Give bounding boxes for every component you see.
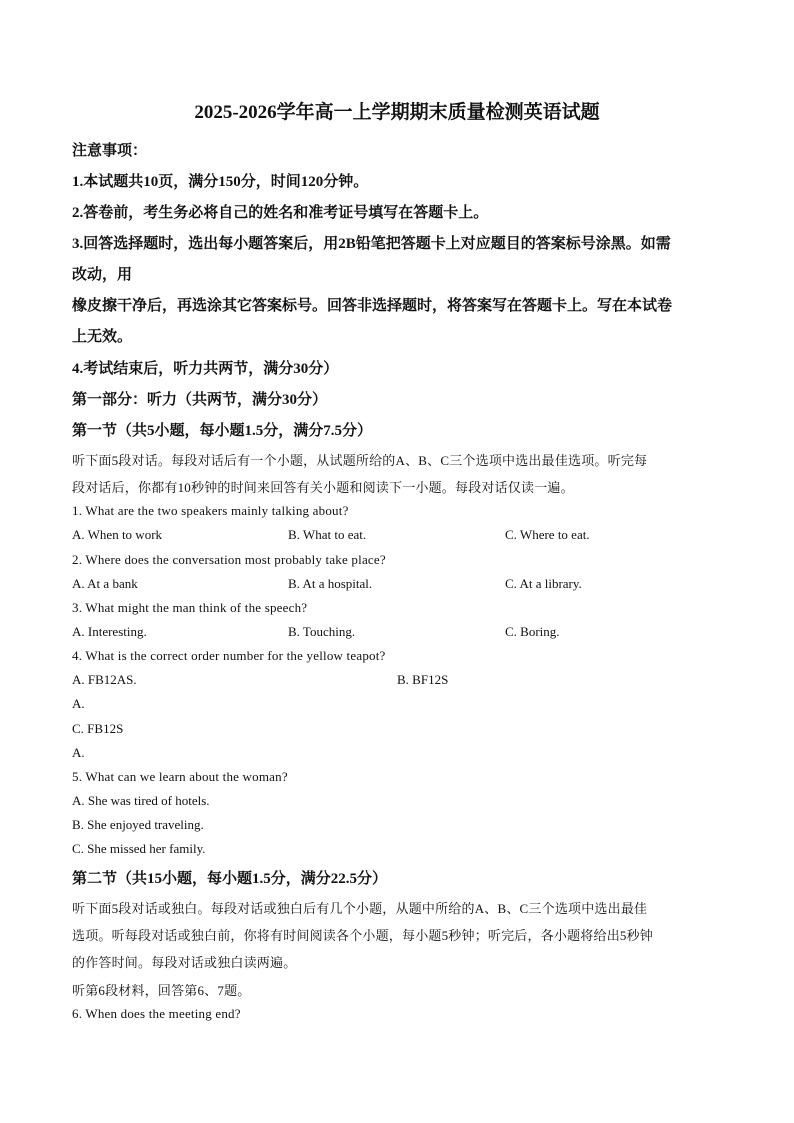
notice-heading: 注意事项： — [72, 143, 148, 159]
q2-option-b: B. At a hospital. — [288, 576, 373, 591]
q4-option-b: B. BF12S — [397, 672, 449, 687]
part1-heading: 第一部分：听力（共两节，满分30分） — [72, 392, 328, 408]
q4-option-a: A. FB12AS. — [72, 672, 137, 687]
notice-item-2: 2.答卷前，考生务必将自己的姓名和准考证号填写在答题卡上。 — [72, 205, 489, 221]
q4-stray-text-1: A. — [72, 696, 85, 711]
section2-heading: 第二节（共15小题，每小题1.5分，满分22.5分） — [72, 871, 388, 887]
q2-option-c: C. At a library. — [505, 576, 582, 591]
question-6: 6. When does the meeting end? — [72, 1006, 241, 1021]
q1-option-b: B. What to eat. — [288, 527, 367, 542]
q3-option-a: A. Interesting. — [72, 624, 147, 639]
q4-stray-text-2: A. — [72, 745, 85, 760]
page-title: 2025-2026学年高一上学期期末质量检测英语试题 — [194, 102, 600, 123]
notice-item-4: 4.考试结束后，听力共两节，满分30分） — [72, 361, 339, 377]
q5-option-a: A. She was tired of hotels. — [72, 793, 210, 808]
q5-option-c: C. She missed her family. — [72, 841, 206, 856]
q1-option-c: C. Where to eat. — [505, 527, 590, 542]
q1-option-a: A. When to work — [72, 527, 163, 542]
section1-instructions-line-2: 段对话后，你都有10秒钟的时间来回答有关小题和阅读下一小题。每段对话仅读一遍。 — [72, 480, 574, 495]
question-2: 2. Where does the conversation most probably take place? — [72, 552, 386, 567]
section2-instructions-line-1: 听下面5段对话或独白。每段对话或独白后有几个小题，从题中所给的A、B、C三个选项中选出最佳 — [72, 901, 648, 916]
question-3: 3. What might the man think of the speech? — [72, 600, 308, 615]
question-1: 1. What are the two speakers mainly talking about? — [72, 503, 349, 518]
section1-heading: 第一节（共5小题，每小题1.5分，满分7.5分） — [72, 423, 373, 439]
notice-item-3-line-2: 改动，用 — [72, 267, 133, 283]
q4-option-c: C. FB12S — [72, 721, 124, 736]
notice-item-1: 1.本试题共10页，满分150分，时间120分钟。 — [72, 174, 369, 190]
q3-option-b: B. Touching. — [288, 624, 356, 639]
q3-option-c: C. Boring. — [505, 624, 560, 639]
notice-item-3-line-1: 3.回答选择题时，选出每小题答案后，用2B铅笔把答题卡上对应题目的答案标号涂黑。如需 — [72, 236, 671, 252]
q2-option-a: A. At a bank — [72, 576, 138, 591]
notice-item-3-line-4: 上无效。 — [72, 329, 133, 345]
q5-option-b: B. She enjoyed traveling. — [72, 817, 204, 832]
notice-item-3-line-3: 橡皮擦干净后，再选涂其它答案标号。回答非选择题时，将答案写在答题卡上。写在本试卷 — [72, 298, 673, 314]
section1-instructions-line-1: 听下面5段对话。每段对话后有一个小题，从试题所给的A、B、C三个选项中选出最佳选项。听完每 — [72, 453, 648, 468]
section2-instructions-line-3: 的作答时间。每段对话或独白读两遍。 — [72, 955, 297, 970]
material-6-intro: 听第6段材料，回答第6、7题。 — [72, 983, 251, 998]
question-5: 5. What can we learn about the woman? — [72, 769, 288, 784]
section2-instructions-line-2: 选项。听每段对话或独白前，你将有时间阅读各个小题，每小题5秒钟；听完后，各小题将给出5秒钟 — [72, 928, 654, 943]
question-4: 4. What is the correct order number for the yellow teapot? — [72, 648, 386, 663]
